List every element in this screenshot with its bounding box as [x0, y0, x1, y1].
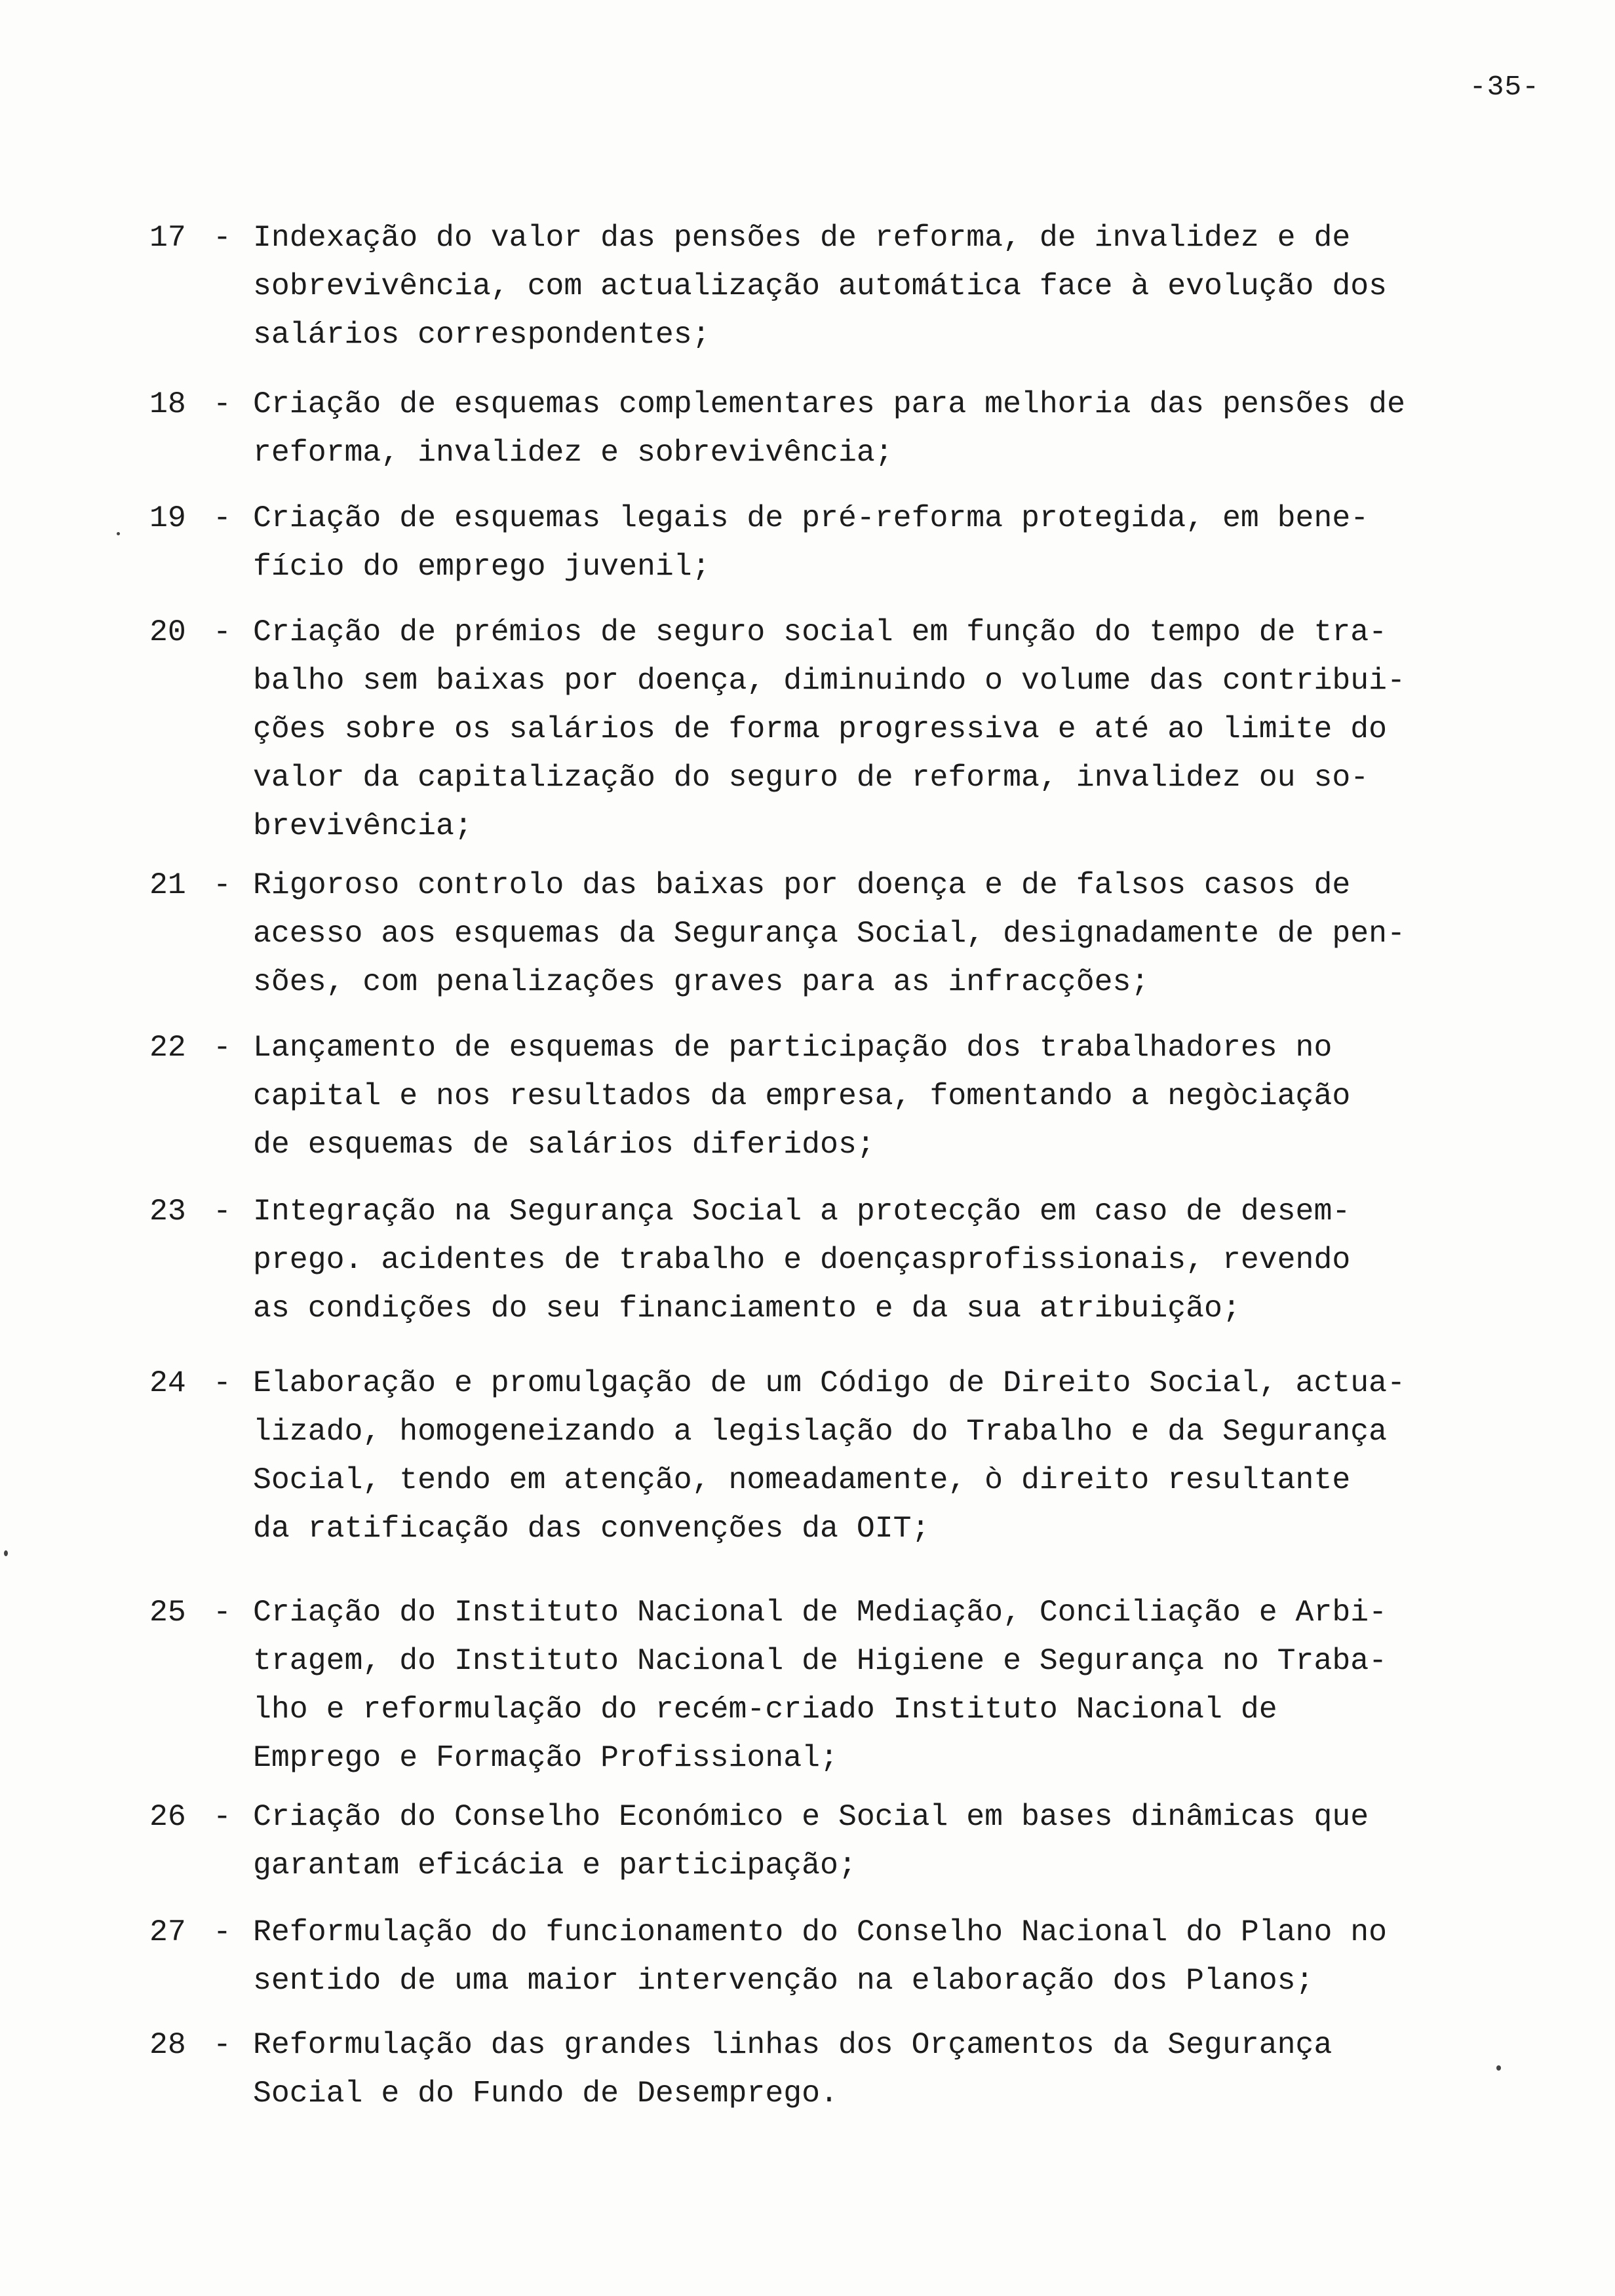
item-text-line: balho sem baixas por doença, diminuindo o volume das contribui- [253, 663, 1405, 698]
list-item [149, 608, 1500, 851]
item-number: 25 [149, 1595, 186, 1630]
page-number: -35- [1469, 71, 1540, 103]
item-dash: - [213, 220, 231, 255]
item-text-line: garantam eficácia e participação; [253, 1848, 857, 1883]
item-text-line: Elaboração e promulgação de um Código de Direito Social, actua- [253, 1366, 1405, 1400]
item-text-line: brevivência; [253, 809, 473, 843]
item-number: 28 [149, 2027, 186, 2062]
item-text-line: Reformulação do funcionamento do Conselho Nacional do Plano no [253, 1915, 1388, 1949]
item-number: 26 [149, 1799, 186, 1834]
list-item [149, 1588, 1500, 1782]
item-text-line: Criação de esquemas legais de pré-reforma protegida, em bene- [253, 501, 1369, 535]
scan-speck [1496, 2065, 1501, 2071]
item-text [253, 494, 1498, 591]
item-text-line: de esquemas de salários diferidos; [253, 1127, 875, 1162]
item-text-line: Rigoroso controlo das baixas por doença e de falsos casos de [253, 868, 1351, 902]
list-item [149, 2021, 1500, 2118]
item-text [253, 1793, 1498, 1890]
item-text-line: Criação de esquemas complementares para melhoria das pensões de [253, 387, 1405, 421]
item-text-line: Lançamento de esquemas de participação dos trabalhadores no [253, 1030, 1333, 1065]
list-item [149, 214, 1500, 359]
item-text-line: fício do emprego juvenil; [253, 549, 710, 584]
item-text-line: capital e nos resultados da empresa, fomentando a negòciação [253, 1079, 1351, 1113]
item-text-line: Social e do Fundo de Desemprego. [253, 2076, 838, 2111]
item-dash: - [213, 1194, 231, 1229]
item-text-line: ções sobre os salários de forma progressiva e até ao limite do [253, 712, 1388, 746]
item-dash: - [213, 1799, 231, 1834]
item-text [253, 214, 1498, 359]
item-text-line: Criação do Instituto Nacional de Mediação, Conciliação e Arbi- [253, 1595, 1388, 1630]
item-text-line: Emprego e Formação Profissional; [253, 1740, 838, 1775]
item-text-line: lho e reformulação do recém-criado Instituto Nacional de [253, 1692, 1277, 1727]
item-dash: - [213, 501, 231, 535]
item-text-line: Indexação do valor das pensões de reforma, de invalidez e de [253, 220, 1351, 255]
item-number: 22 [149, 1030, 186, 1065]
item-text [253, 1588, 1498, 1782]
item-text [253, 861, 1498, 1006]
item-number: 23 [149, 1194, 186, 1229]
list-item [149, 1024, 1500, 1169]
item-text-line: Reformulação das grandes linhas dos Orçamentos da Segurança [253, 2027, 1333, 2062]
item-text-line: Criação do Conselho Económico e Social em bases dinâmicas que [253, 1799, 1369, 1834]
item-text [253, 2021, 1498, 2118]
item-text [253, 380, 1498, 477]
list-item [149, 861, 1500, 1006]
item-text [253, 1908, 1498, 2005]
item-number: 19 [149, 501, 186, 535]
item-text-line: salários correspondentes; [253, 317, 710, 352]
item-number: 27 [149, 1915, 186, 1949]
item-text-line: reforma, invalidez e sobrevivência; [253, 435, 893, 470]
item-dash: - [213, 1915, 231, 1949]
item-text [253, 1359, 1498, 1553]
item-text-line: sões, com penalizações graves para as infracções; [253, 965, 1150, 999]
item-dash: - [213, 868, 231, 902]
item-text-line: lizado, homogeneizando a legislação do Trabalho e da Segurança [253, 1414, 1388, 1449]
item-text-line: valor da capitalização do seguro de reforma, invalidez ou so- [253, 760, 1369, 795]
item-text [253, 1187, 1498, 1333]
list-item [149, 1187, 1500, 1333]
item-dash: - [213, 615, 231, 649]
item-dash: - [213, 387, 231, 421]
item-text-line: prego. acidentes de trabalho e doençasprofissionais, revendo [253, 1242, 1351, 1277]
item-text-line: Social, tendo em atenção, nomeadamente, ò direito resultante [253, 1463, 1351, 1497]
item-number: 18 [149, 387, 186, 421]
item-text-line: da ratificação das convenções da OIT; [253, 1511, 930, 1546]
item-number: 17 [149, 220, 186, 255]
item-number: 24 [149, 1366, 186, 1400]
item-text-line: tragem, do Instituto Nacional de Higiene e Segurança no Traba- [253, 1643, 1388, 1678]
list-item [149, 1908, 1500, 2005]
item-dash: - [213, 1595, 231, 1630]
scan-speck [4, 1550, 8, 1556]
item-text [253, 608, 1498, 851]
item-dash: - [213, 1030, 231, 1065]
list-item [149, 1359, 1500, 1553]
item-text-line: Integração na Segurança Social a protecção em caso de desem- [253, 1194, 1351, 1229]
item-text-line: acesso aos esquemas da Segurança Social, designadamente de pen- [253, 916, 1405, 951]
item-number: 21 [149, 868, 186, 902]
item-text-line: sentido de uma maior intervenção na elaboração dos Planos; [253, 1963, 1314, 1998]
list-item [149, 494, 1500, 591]
item-text-line: as condições do seu financiamento e da sua atribuição; [253, 1291, 1241, 1326]
list-item [149, 380, 1500, 477]
item-number: 20 [149, 615, 186, 649]
item-text-line: sobrevivência, com actualização automática face à evolução dos [253, 269, 1388, 303]
list-item [149, 1793, 1500, 1890]
item-text [253, 1024, 1498, 1169]
scan-speck [117, 532, 120, 535]
item-dash: - [213, 1366, 231, 1400]
item-text-line: Criação de prémios de seguro social em função do tempo de tra- [253, 615, 1388, 649]
item-dash: - [213, 2027, 231, 2062]
